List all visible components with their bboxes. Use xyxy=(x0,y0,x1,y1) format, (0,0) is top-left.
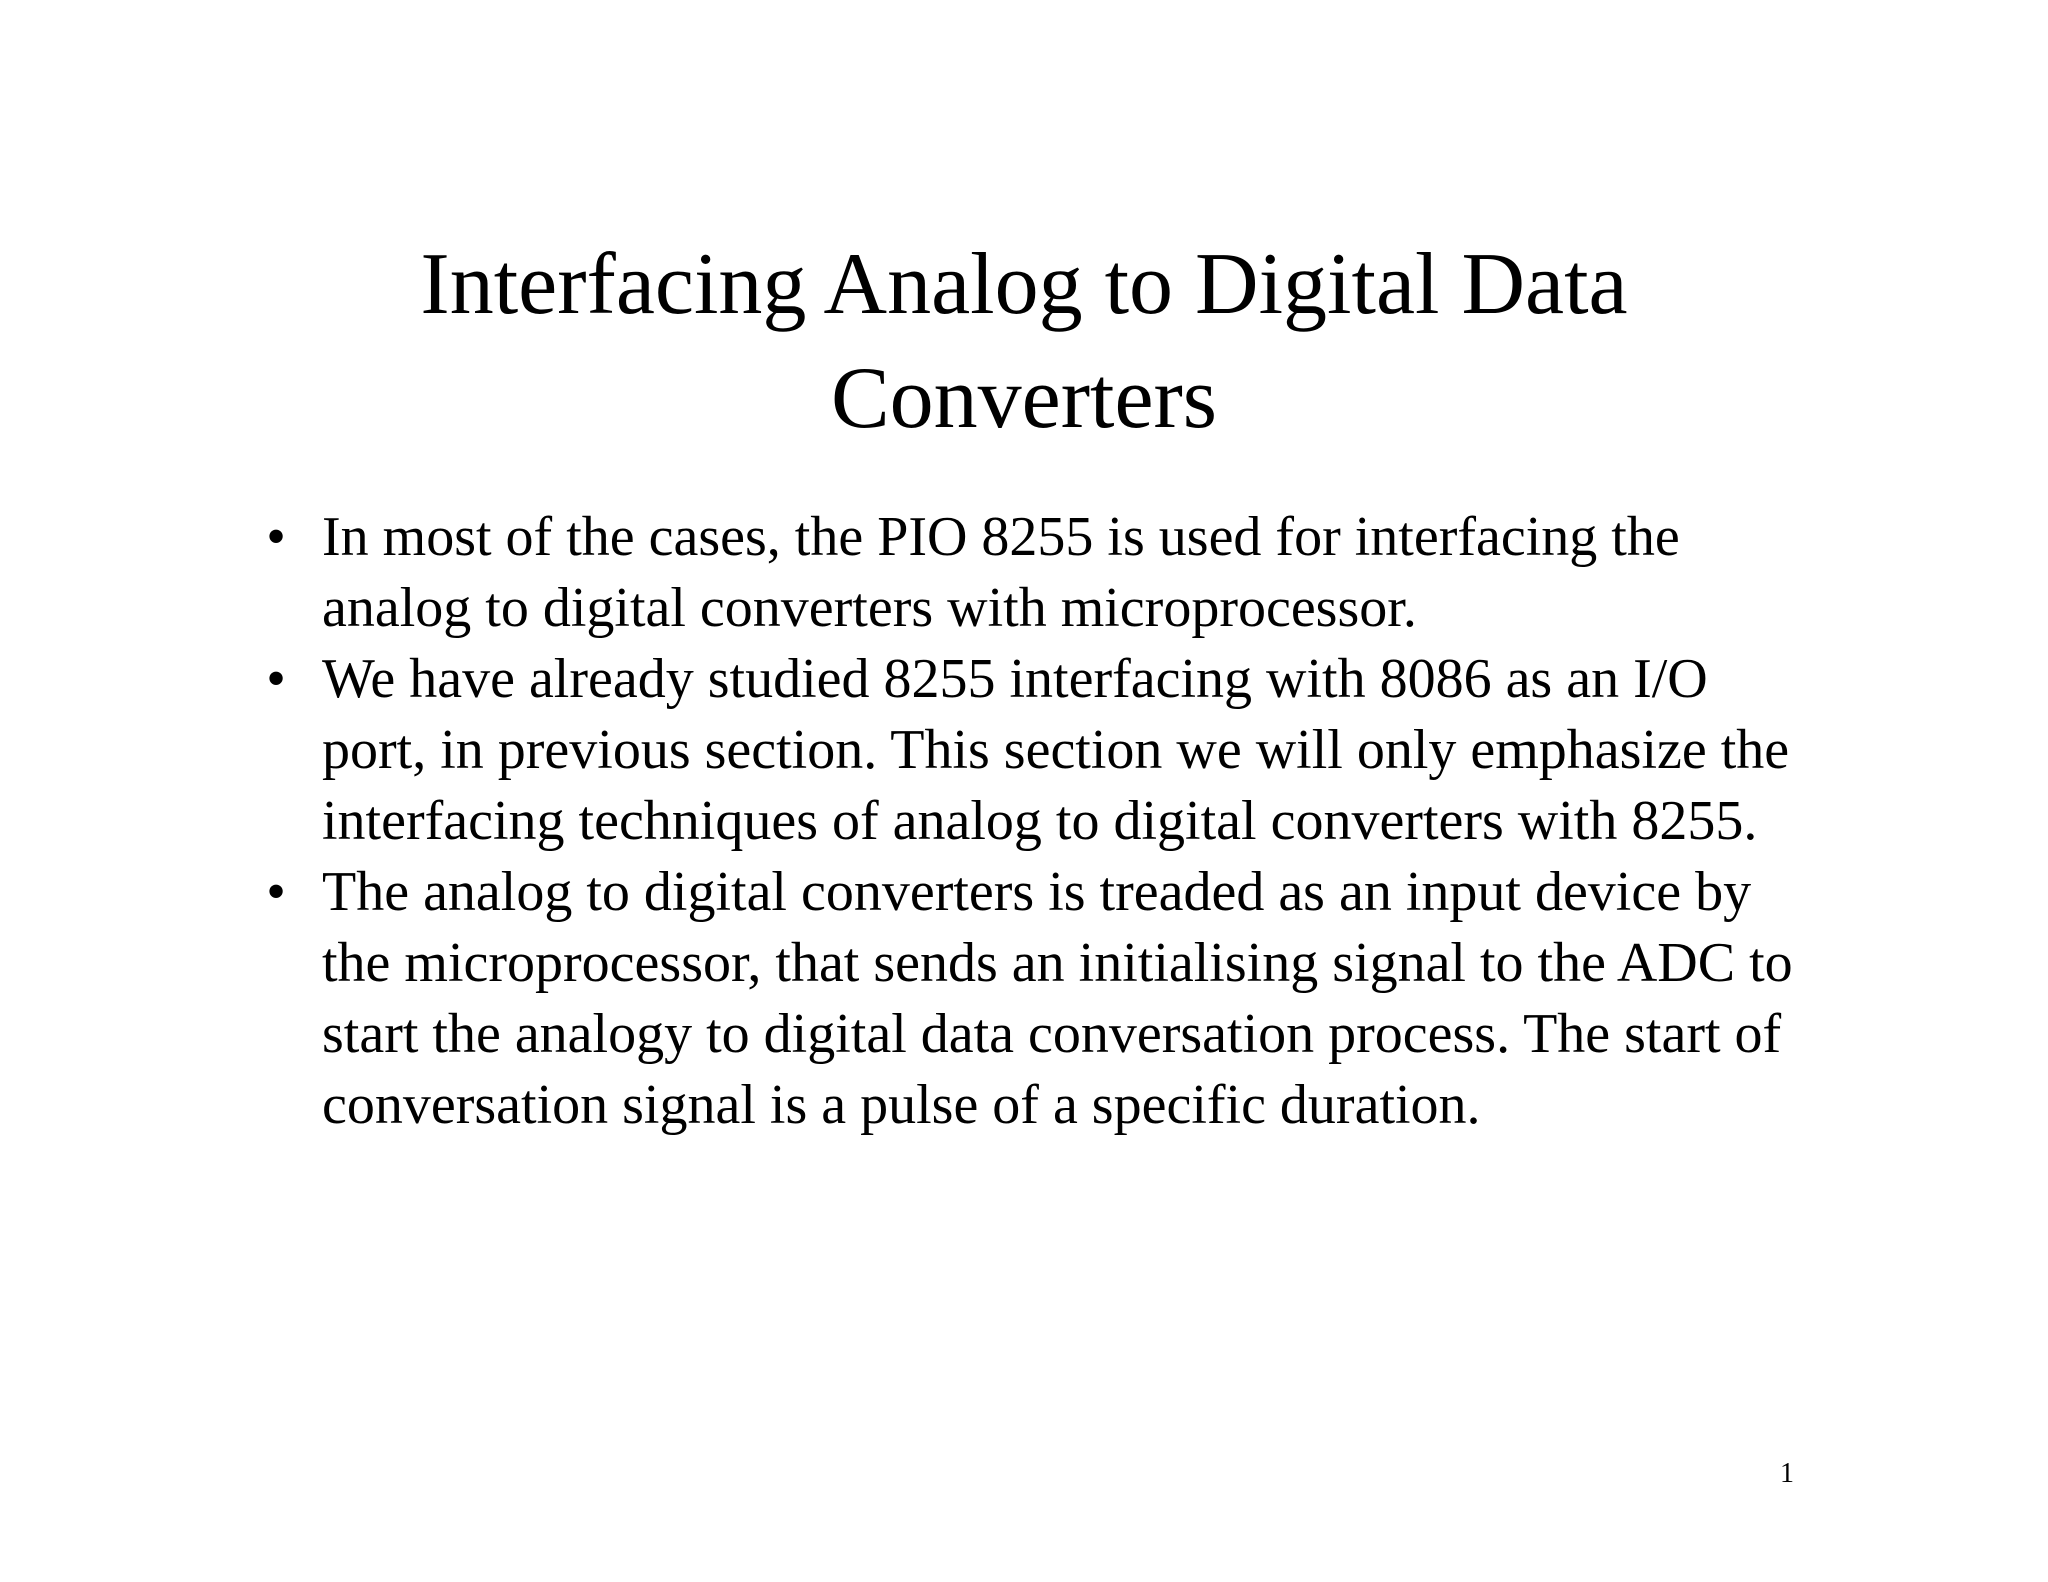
bullet-text-3: The analog to digital converters is treaded as an input device by the microprocessor, that sends an initialising signal to the ADC to start the analogy to digital data conversation process. The start of conversation signal is a pulse of a specific duration. xyxy=(322,861,1793,1136)
bullet-item-3 xyxy=(256,857,1816,1141)
bullet-item-2 xyxy=(256,644,1816,857)
bullet-dot-icon: • xyxy=(266,861,286,923)
bullet-item-1 xyxy=(256,502,1816,644)
bullet-text-1: In most of the cases, the PIO 8255 is used for interfacing the analog to digital converters with microprocessor. xyxy=(322,506,1680,639)
slide-title-line-1: Interfacing Analog to Digital Data xyxy=(420,236,1628,333)
bullet-text-2: We have already studied 8255 interfacing with 8086 as an I/O port, in previous section. This section we will only emphasize the interfacing techniques of analog to digital converters with 8255. xyxy=(322,648,1790,852)
bullet-dot-icon: • xyxy=(266,506,286,568)
slide-title-line-2: Converters xyxy=(830,350,1218,447)
bullet-list xyxy=(256,502,1816,1141)
bullet-dot-icon: • xyxy=(266,648,286,710)
slide-title xyxy=(0,228,2048,456)
page-number: 1 xyxy=(1780,1458,1794,1489)
